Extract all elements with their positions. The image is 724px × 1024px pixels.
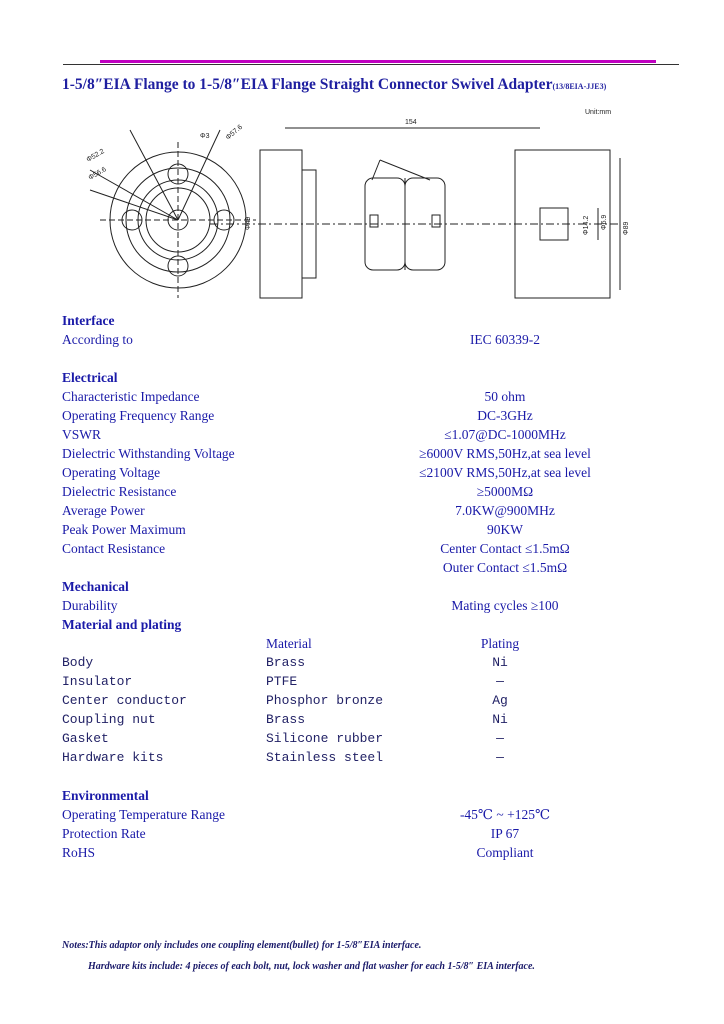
material-material-5: Stainless steel	[266, 750, 384, 765]
dim-49: Φ49	[245, 216, 252, 230]
electrical-value-8: Center Contact ≤1.5mΩ	[440, 541, 570, 556]
electrical-label-4: Operating Voltage	[62, 465, 161, 480]
mechanical-heading: Mechanical	[62, 579, 129, 594]
material-material-2: Phosphor bronze	[266, 693, 384, 708]
electrical-label-3: Dielectric Withstanding Voltage	[62, 446, 235, 461]
material-material-0: Brass	[266, 655, 306, 670]
environmental-label-1: Protection Rate	[62, 826, 146, 841]
material-part-1: Insulator	[62, 674, 133, 689]
material-part-2: Center conductor	[62, 693, 187, 708]
material-plating-3: Ni	[492, 712, 508, 727]
electrical-value-6: 7.0KW@900MHz	[455, 503, 555, 518]
unit-label: Unit:mm	[585, 109, 612, 116]
dim-89: Φ89	[623, 221, 630, 235]
environmental-value-2: Compliant	[476, 845, 534, 860]
interface-label-0: According to	[62, 332, 133, 347]
material-plating-4: —	[496, 731, 504, 746]
electrical-label-2: VSWR	[62, 427, 102, 442]
electrical-value-2: ≤1.07@DC-1000MHz	[444, 427, 566, 442]
material-material-3: Brass	[266, 712, 306, 727]
electrical-label-5: Dielectric Resistance	[62, 484, 177, 499]
interface-heading: Interface	[62, 313, 115, 328]
electrical-heading: Electrical	[62, 370, 118, 385]
electrical-value-5: ≥5000MΩ	[476, 484, 534, 499]
dim-52-2: Φ52.2	[85, 148, 106, 164]
material-material-1: PTFE	[266, 674, 298, 689]
material-plating-5: —	[496, 750, 504, 765]
plating-col-header: Plating	[480, 636, 520, 651]
material-material-4: Silicone rubber	[266, 731, 384, 746]
dim-57-6: Φ57.6	[224, 123, 245, 142]
material-part-5: Hardware kits	[62, 750, 164, 765]
electrical-value-3: ≥6000V RMS,50Hz,at sea level	[419, 446, 591, 461]
mechanical-label-0: Durability	[62, 598, 118, 613]
environmental-label-2: RoHS	[62, 845, 96, 860]
environmental-heading: Environmental	[62, 788, 149, 803]
electrical-value-7: 90KW	[487, 522, 523, 537]
electrical-label-7: Peak Power Maximum	[62, 522, 186, 537]
note-line-2: Hardware kits include: 4 pieces of each bolt, nut, lock washer and flat washer for each 1-5/8″ EIA interface.	[88, 961, 535, 972]
material-part-3: Coupling nut	[62, 712, 156, 727]
material-heading: Material and plating	[62, 617, 182, 632]
environmental-value-0: -45℃ ~ +125℃	[459, 807, 551, 822]
mechanical-value-0: Mating cycles ≥100	[451, 598, 559, 613]
dim-6-9: Φ6.9	[601, 214, 608, 230]
material-part-0: Body	[62, 655, 94, 670]
header-rule	[63, 64, 679, 65]
page-title	[62, 76, 702, 94]
electrical-label-0: Characteristic Impedance	[62, 389, 200, 404]
material-part-4: Gasket	[62, 731, 109, 746]
environmental-label-0: Operating Temperature Range	[62, 807, 225, 822]
dim-3: Φ3	[200, 133, 210, 140]
technical-drawing	[60, 100, 680, 310]
interface-value-0: IEC 60339-2	[469, 332, 541, 347]
electrical-value-9: Outer Contact ≤1.5mΩ	[442, 560, 568, 575]
environmental-value-1: IP 67	[490, 826, 520, 841]
electrical-label-6: Average Power	[62, 503, 145, 518]
title-code: (13/8EIA-JJE3)	[552, 82, 607, 91]
electrical-value-0: 50 ohm	[484, 389, 526, 404]
dim-56-6: Φ56.6	[87, 166, 108, 182]
material-plating-0: Ni	[492, 655, 508, 670]
adapter-side-view	[210, 128, 620, 298]
material-plating-2: Ag	[492, 693, 508, 708]
flange-front-view	[87, 130, 256, 298]
title-main: 1-5/8″EIA Flange to 1-5/8″EIA Flange Straight Connector Swivel Adapter	[62, 76, 553, 93]
electrical-value-4: ≤2100V RMS,50Hz,at sea level	[419, 465, 591, 480]
electrical-value-1: DC-3GHz	[477, 408, 533, 423]
material-plating-1: —	[496, 674, 504, 689]
material-col-header: Material	[266, 636, 312, 651]
electrical-label-1: Operating Frequency Range	[62, 408, 215, 423]
dim-14-2: Φ14.2	[583, 215, 590, 235]
length-dim: 154	[405, 119, 417, 126]
header-rule-magenta	[100, 60, 656, 63]
note-line-1: Notes:This adaptor only includes one coupling element(bullet) for 1-5/8″EIA interface.	[62, 940, 422, 951]
electrical-label-8: Contact Resistance	[62, 541, 166, 556]
